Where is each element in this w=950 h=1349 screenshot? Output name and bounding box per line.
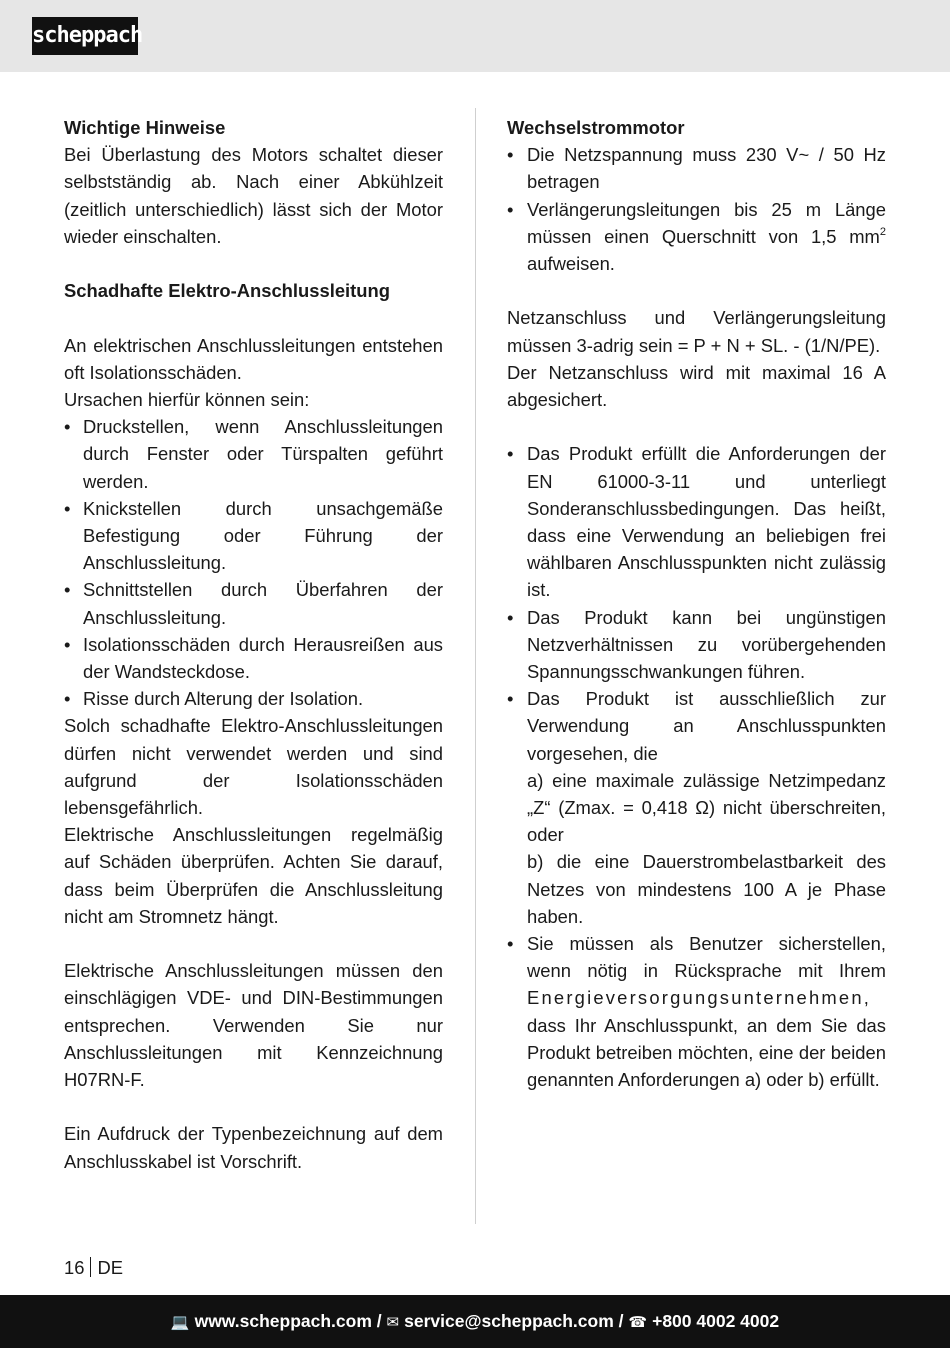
list-item: • Sie müssen als Benutzer sicherstellen, wenn nötig in Rücksprache mit Ihrem Energieversorgungsunternehmen, dass Ihr Anschlusspunkt, an dem Sie das Produkt betreiben möchten, eine der beiden genannten Anforderungen a) oder b) erfüllt.: [507, 930, 886, 1093]
website-link[interactable]: www.scheppach.com: [194, 1311, 372, 1331]
list-item: • Druckstellen, wenn Anschlussleitungen durch Fenster oder Türspalten geführt werden.: [64, 413, 443, 495]
paragraph-overload: Bei Überlastung des Motors schaltet dieser selbstständig ab. Nach einer Abkühlzeit (zeitlich unterschiedlich) lässt sich der Motor wieder einschalten.: [64, 144, 443, 247]
paragraph-check-regularly: Elektrische Anschlussleitungen regelmäßig auf Schäden überprüfen. Achten Sie darauf, dass beim Überprüfen die Anschlussleitung nicht am Stromnetz hängt.: [64, 824, 443, 927]
paragraph-dangerous: Solch schadhafte Elektro-Anschlussleitungen dürfen nicht verwendet werden und sind aufgrund der Isolationsschäden lebensgefährlich.: [64, 715, 443, 819]
page-footer: 💻 www.scheppach.com / ✉ service@scheppach.com / ☎ +800 4002 4002: [0, 1295, 950, 1348]
list-item: • Das Produkt erfüllt die Anforderungen der EN 61000-3-11 und unterliegt Sonderanschlussbedingungen. Das heißt, dass eine Verwendung an beliebigen frei wählbaren Anschlusspunkten nicht zulässig ist.: [507, 440, 886, 603]
paragraph-causes: Ursachen hierfür können sein:: [64, 389, 310, 410]
paragraph-vde-din: Elektrische Anschlussleitungen müssen den einschlägigen VDE- und DIN-Bestimmungen entsprechen. Verwenden Sie nur Anschlussleitungen mit Kennzeichnung H07RN-F.: [64, 960, 443, 1091]
paragraph-type-imprint: Ein Aufdruck der Typenbezeichnung auf dem Anschlusskabel ist Vorschrift.: [64, 1123, 443, 1172]
list-item: • Das Produkt kann bei ungünstigen Netzverhältnissen zu vorübergehenden Spannungsschwankungen führen.: [507, 604, 886, 686]
paragraph-three-wire: Netzanschluss und Verlängerungsleitung müssen 3-adrig sein = P + N + SL. - (1/N/PE).: [507, 307, 886, 356]
phone-link[interactable]: +800 4002 4002: [652, 1311, 780, 1331]
column-divider: [475, 108, 476, 1224]
paragraph-insulation-damage: An elektrischen Anschlussleitungen entstehen oft Isolationsschäden.: [64, 334, 443, 383]
page-header: [0, 0, 950, 72]
email-link[interactable]: service@scheppach.com: [404, 1311, 614, 1331]
envelope-icon: ✉: [386, 1314, 400, 1331]
list-item: • Verlängerungsleitungen bis 25 m Länge müssen einen Querschnitt von 1,5 $mm^2$ aufweisen.: [507, 196, 886, 278]
grid-requirements-list: [507, 440, 886, 1093]
list-item: • Schnittstellen durch Überfahren der Anschlussleitung.: [64, 576, 443, 630]
heading-ac-motor: Wechselstrommotor: [507, 117, 685, 138]
right-column: [507, 114, 886, 1093]
causes-list: [64, 413, 443, 712]
heading-damaged-cable: Schadhafte Elektro-Anschlussleitung: [64, 280, 390, 302]
telephone-icon: ☎: [628, 1314, 648, 1331]
list-item: • Knickstellen durch unsachgemäße Befestigung oder Führung der Anschlussleitung.: [64, 495, 443, 577]
heading-important-notes: Wichtige Hinweise: [64, 117, 226, 138]
left-column: [64, 114, 443, 1175]
list-item: • Das Produkt ist ausschließlich zur Verwendung an Anschlusspunkten vorgesehen, die a) eine maximale zulässige Netzimpedanz „Z“ (Zmax. = 0,418 Ω) nicht überschreiten, oder b) die eine Dauerstrombelastbarkeit des Netzes von mindestens 100 A je Phase haben.: [507, 685, 886, 930]
computer-icon: 💻: [170, 1314, 190, 1331]
paragraph-fuse: Der Netzanschluss wird mit maximal 16 A abgesichert.: [507, 361, 886, 411]
brand-logo: scheppach: [32, 17, 138, 55]
list-item: • Die Netzspannung muss 230 V~ / 50 Hz betragen: [507, 141, 886, 195]
list-item: • Isolationsschäden durch Herausreißen aus der Wandsteckdose.: [64, 631, 443, 685]
list-item: • Risse durch Alterung der Isolation.: [64, 685, 443, 712]
motor-requirements-list: [507, 141, 886, 277]
page-number: 16 DE: [64, 1257, 124, 1278]
